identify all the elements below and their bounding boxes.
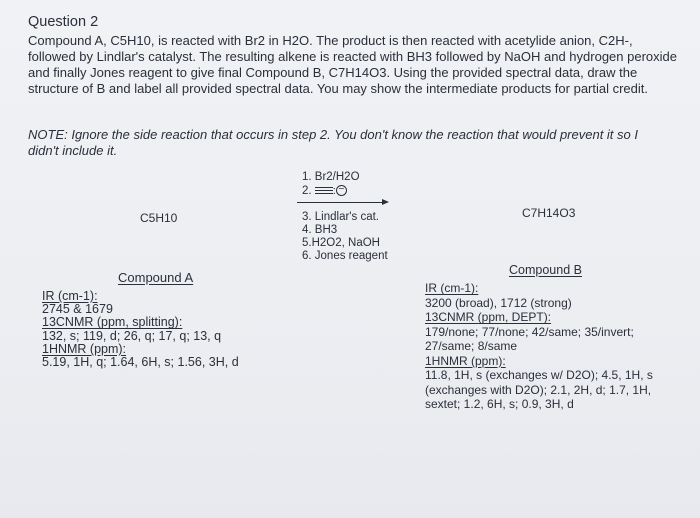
reagent-step-2-number: 2. xyxy=(302,185,312,197)
compound-b-cnmr-line-2: 27/same; 8/same xyxy=(425,339,518,353)
compound-a-cnmr: 132, s; 119, d; 26, q; 17, q; 13, q xyxy=(42,328,222,343)
reagent-step-1: 1. Br2/H2O xyxy=(302,171,360,183)
compound-a-heading: Compound A xyxy=(118,270,194,285)
product-formula: C7H14O3 xyxy=(522,206,576,220)
question-note: NOTE: Ignore the side reaction that occurs in step 2. You don't know the reaction that would prevent it so I didn't include it. xyxy=(28,127,638,158)
compound-a-cnmr-label: 13CNMR (ppm, splitting): xyxy=(42,315,183,330)
reagent-step-4: 4. BH3 xyxy=(302,224,338,236)
reagent-step-3: 3. Lindlar's cat. xyxy=(302,211,379,223)
triple-bond-icon xyxy=(315,187,333,194)
compound-a-ir: 2745 & 1679 xyxy=(42,302,113,317)
compound-b-cnmr-line-1: 179/none; 77/none; 42/same; 35/invert; xyxy=(425,324,634,339)
reaction-arrow xyxy=(297,202,385,203)
reaction-arrow-head xyxy=(382,199,389,205)
compound-b-hnmr-line-1: 11.8, 1H, s (exchanges w/ D2O); 4.5, 1H, s xyxy=(425,368,653,382)
reagent-step-2: 2. : − xyxy=(302,185,347,199)
question-title: Question 2 xyxy=(28,14,99,30)
compound-b-ir-label: IR (cm-1): xyxy=(425,281,479,295)
compound-b-cnmr-label: 13CNMR (ppm, DEPT): xyxy=(425,310,552,324)
compound-a-hnmr: 5.19, 1H, q; 1.64, 6H, s; 1.56, 3H, d xyxy=(42,355,239,370)
compound-b-hnmr-label: 1HNMR (ppm): xyxy=(425,353,506,368)
compound-b-data xyxy=(425,281,653,412)
reactant-formula: C5H10 xyxy=(140,211,178,225)
compound-a-ir-label: IR (cm-1): xyxy=(42,289,98,303)
compound-b-hnmr-line-3: sextet; 1.2, 6H, s; 0.9, 3H, d xyxy=(425,397,574,411)
reagent-step-6: 6. Jones reagent xyxy=(302,250,388,262)
compound-a-hnmr-label: 1HNMR (ppm): xyxy=(42,341,127,356)
compound-b-heading: Compound B xyxy=(509,263,582,277)
compound-a-data xyxy=(42,290,239,369)
reagent-step-5: 5.H2O2, NaOH xyxy=(302,237,380,249)
question-paragraph: Compound A, C5H10, is reacted with Br2 in H2O. The product is then reacted with acetylide anion, C2H-, followed by Lindlar's catalyst. The resulting alkene is reacted with BH3 followed by NaOH and hydrogen peroxide and finally Jones reagent to give final Compound B, C7H14O3. Using the provided spectral data, draw the structure of B and label all provided spectral data. You may show the intermediate products for partial credit. xyxy=(28,33,677,96)
compound-b-ir: 3200 (broad), 1712 (strong) xyxy=(425,295,572,310)
negative-charge-icon: − xyxy=(336,185,347,196)
compound-b-hnmr-line-2: (exchanges with D2O); 2.1, 2H, d; 1.7, 1H, xyxy=(425,382,652,397)
